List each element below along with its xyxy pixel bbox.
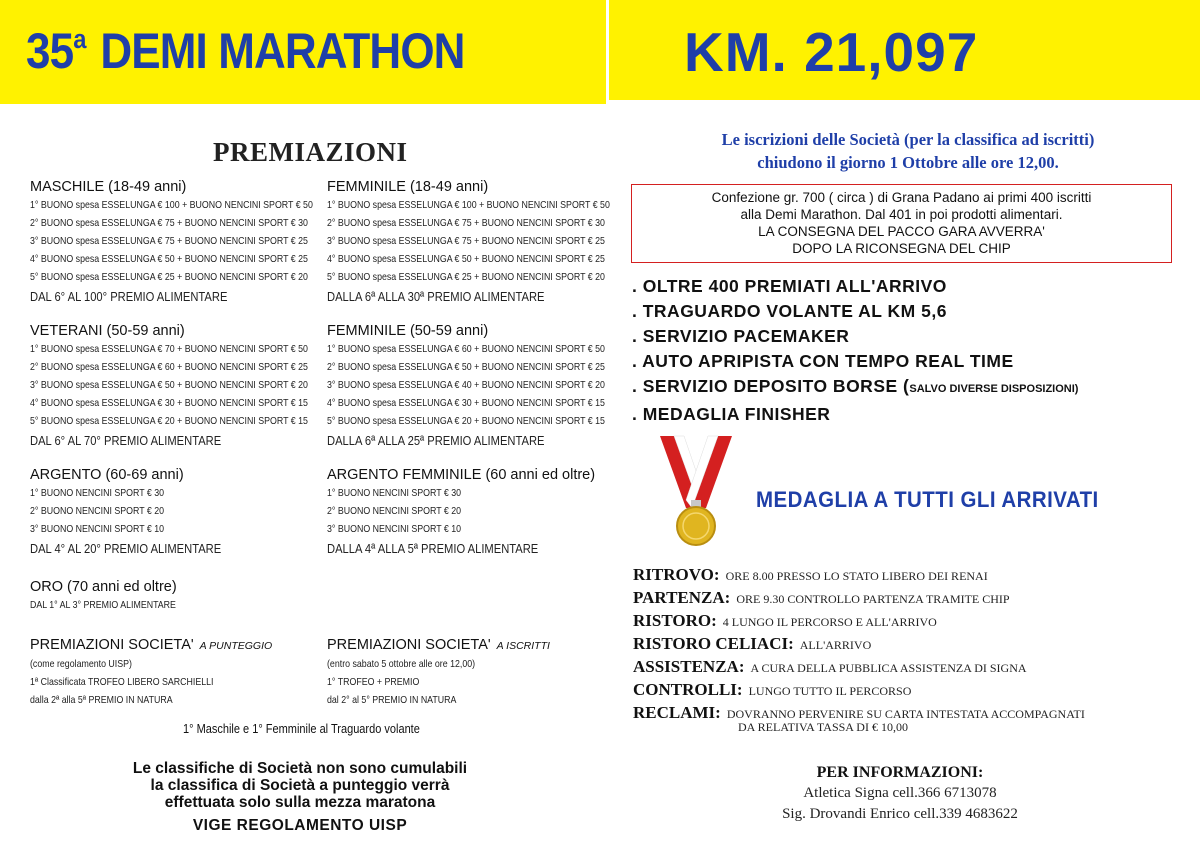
category-title: ARGENTO FEMMINILE (60 anni ed oltre)	[327, 467, 596, 483]
category-title: VETERANI (50-59 anni)	[30, 323, 185, 339]
feature-item: . SERVIZIO PACEMAKER	[632, 326, 850, 346]
category-final: DAL 1° AL 3° PREMIO ALIMENTARE	[30, 599, 176, 611]
category-oro	[30, 578, 320, 614]
category-final: DAL 6° AL 100° PREMIO ALIMENTARE	[30, 289, 228, 304]
prize-line: 2° BUONO spesa ESSELUNGA € 75 + BUONO NENCINI SPORT € 30	[30, 217, 308, 229]
prize-line: 3° BUONO NENCINI SPORT € 10	[30, 523, 165, 535]
contacts-title: PER INFORMAZIONI:	[816, 764, 984, 781]
feature-item: . AUTO APRIPISTA CON TEMPO REAL TIME	[632, 351, 1014, 371]
notice-line: Le classifiche di Società non sono cumulabili	[132, 760, 468, 777]
medaglia-title: MEDAGLIA A TUTTI GLI ARRIVATI	[756, 487, 1099, 512]
prize-line: 4° BUONO spesa ESSELUNGA € 30 + BUONO NENCINI SPORT € 15	[30, 397, 308, 409]
contact-line: Atletica Signa cell.366 6713078	[803, 785, 997, 801]
info-row: RISTORO: 4 LUNGO IL PERCORSO E ALL'ARRIVO	[633, 611, 937, 630]
societa-line: dal 2° al 5° PREMIO IN NATURA	[327, 694, 457, 706]
info-row: ASSISTENZA: A CURA DELLA PUBBLICA ASSISTENZA DI SIGNA	[633, 657, 1027, 676]
info-row-continuation: DA RELATIVA TASSA DI € 10,00	[738, 720, 908, 734]
premiazioni-title: PREMIAZIONI	[213, 137, 408, 167]
category-final: DAL 4° AL 20° PREMIO ALIMENTARE	[30, 541, 222, 556]
category-final: DALLA 4ª ALLA 5ª PREMIO ALIMENTARE	[327, 541, 539, 556]
notice-line: la classifica di Società a punteggio verrà	[150, 777, 450, 794]
societa-notice	[60, 760, 540, 834]
category-final: DAL 6° AL 70° PREMIO ALIMENTARE	[30, 433, 222, 448]
societa-line: 1° TROFEO + PREMIO	[327, 676, 420, 688]
prize-line: 3° BUONO spesa ESSELUNGA € 75 + BUONO NENCINI SPORT € 25	[30, 235, 308, 247]
category-argento-femminile	[327, 466, 617, 558]
feature-item: . MEDAGLIA FINISHER	[632, 404, 831, 424]
feature-note: SALVO DIVERSE DISPOSIZIONI)	[909, 383, 1079, 395]
prize-line: 1° BUONO spesa ESSELUNGA € 100 + BUONO NENCINI SPORT € 50	[30, 199, 313, 211]
category-femminile-50	[327, 322, 617, 450]
info-list	[633, 565, 1193, 735]
prize-line: 3° BUONO spesa ESSELUNGA € 50 + BUONO NENCINI SPORT € 20	[30, 379, 308, 391]
prize-line: 4° BUONO spesa ESSELUNGA € 50 + BUONO NENCINI SPORT € 25	[30, 253, 308, 265]
category-title: ARGENTO (60-69 anni)	[30, 467, 184, 483]
societa-title: PREMIAZIONI SOCIETA' A PUNTEGGIO	[30, 637, 273, 653]
category-maschile	[30, 178, 320, 306]
category-title: ORO (70 anni ed oltre)	[30, 579, 177, 595]
prize-line: 2° BUONO NENCINI SPORT € 20	[327, 505, 462, 517]
regolamento-line: VIGE REGOLAMENTO UISP	[192, 817, 408, 834]
contacts	[620, 763, 1180, 825]
contact-line: Sig. Drovandi Enrico cell.339 4683622	[782, 806, 1018, 822]
prize-line: 3° BUONO spesa ESSELUNGA € 75 + BUONO NENCINI SPORT € 25	[327, 235, 605, 247]
societa-punteggio	[30, 636, 320, 709]
info-row: PARTENZA: ORE 9.30 CONTROLLO PARTENZA TRAMITE CHIP	[633, 588, 1010, 607]
feature-item: . TRAGUARDO VOLANTE AL KM 5,6	[632, 301, 947, 321]
category-title: FEMMINILE (18-49 anni)	[327, 179, 489, 195]
societa-title: PREMIAZIONI SOCIETA' A ISCRITTI	[327, 637, 550, 653]
category-veterani	[30, 322, 320, 450]
info-row: RISTORO CELIACI: ALL'ARRIVO	[633, 634, 872, 653]
category-argento	[30, 466, 320, 558]
prize-line: 5° BUONO spesa ESSELUNGA € 25 + BUONO NENCINI SPORT € 20	[30, 271, 308, 283]
societa-line: (entro sabato 5 ottobre alle ore 12,00)	[327, 658, 476, 670]
box-line: DOPO LA RICONSEGNA DEL CHIP	[792, 241, 1011, 256]
notice-line: effettuata solo sulla mezza maratona	[164, 794, 436, 811]
prize-line: 3° BUONO spesa ESSELUNGA € 40 + BUONO NENCINI SPORT € 20	[327, 379, 605, 391]
prize-line: 2° BUONO spesa ESSELUNGA € 50 + BUONO NENCINI SPORT € 25	[327, 361, 605, 373]
feature-item: . OLTRE 400 PREMIATI ALL'ARRIVO	[632, 276, 947, 296]
features-list	[632, 274, 1078, 427]
box-line: alla Demi Marathon. Dal 401 in poi prodotti alimentari.	[740, 207, 1063, 222]
prize-line: 2° BUONO NENCINI SPORT € 20	[30, 505, 165, 517]
traguardo-volante-note: 1° Maschile e 1° Femminile al Traguardo volante	[183, 722, 420, 736]
category-title: FEMMINILE (50-59 anni)	[327, 323, 489, 339]
event-distance: KM. 21,097	[684, 21, 979, 83]
prize-line: 5° BUONO spesa ESSELUNGA € 20 + BUONO NENCINI SPORT € 15	[327, 415, 605, 427]
box-line: LA CONSEGNA DEL PACCO GARA AVVERRA'	[758, 224, 1045, 239]
societa-iscritti	[327, 636, 617, 709]
category-final: DALLA 6ª ALLA 30ª PREMIO ALIMENTARE	[327, 289, 545, 304]
societa-line: dalla 2ª alla 5ª PREMIO IN NATURA	[30, 694, 173, 706]
societa-line: 1ª Classificata TROFEO LIBERO SARCHIELLI	[30, 676, 214, 688]
prize-line: 3° BUONO NENCINI SPORT € 10	[327, 523, 462, 535]
iscrizioni-line: Le iscrizioni delle Società (per la classifica ad iscritti)	[721, 130, 1095, 149]
medal-icon	[656, 434, 736, 552]
prize-line: 4° BUONO spesa ESSELUNGA € 50 + BUONO NENCINI SPORT € 25	[327, 253, 605, 265]
category-final: DALLA 6ª ALLA 25ª PREMIO ALIMENTARE	[327, 433, 545, 448]
info-row: RECLAMI: DOVRANNO PERVENIRE SU CARTA INTESTATA ACCOMPAGNATI	[633, 703, 1085, 722]
prize-line: 2° BUONO spesa ESSELUNGA € 60 + BUONO NENCINI SPORT € 25	[30, 361, 308, 373]
prize-line: 1° BUONO spesa ESSELUNGA € 100 + BUONO NENCINI SPORT € 50	[327, 199, 610, 211]
pacco-gara-box	[631, 184, 1172, 263]
prize-line: 1° BUONO NENCINI SPORT € 30	[327, 487, 462, 499]
societa-line: (come regolamento UISP)	[30, 658, 132, 670]
iscrizioni-line: chiudono il giorno 1 Ottobre alle ore 12,00.	[757, 153, 1059, 172]
prize-line: 5° BUONO spesa ESSELUNGA € 20 + BUONO NENCINI SPORT € 15	[30, 415, 308, 427]
prize-line: 4° BUONO spesa ESSELUNGA € 30 + BUONO NENCINI SPORT € 15	[327, 397, 605, 409]
prize-line: 1° BUONO NENCINI SPORT € 30	[30, 487, 165, 499]
event-title: 35$^a$ DEMI MARATHON	[26, 23, 465, 79]
feature-item-deposito: . SERVIZIO DEPOSITO BORSE (SALVO DIVERSE DISPOSIZIONI)	[632, 376, 1079, 396]
prize-line: 5° BUONO spesa ESSELUNGA € 25 + BUONO NENCINI SPORT € 20	[327, 271, 605, 283]
prize-line: 2° BUONO spesa ESSELUNGA € 75 + BUONO NENCINI SPORT € 30	[327, 217, 605, 229]
category-title: MASCHILE (18-49 anni)	[30, 179, 187, 195]
category-femminile	[327, 178, 617, 306]
box-line: Confezione gr. 700 ( circa ) di Grana Padano ai primi 400 iscritti	[711, 190, 1092, 205]
iscrizioni-info	[618, 128, 1198, 174]
prize-line: 1° BUONO spesa ESSELUNGA € 70 + BUONO NENCINI SPORT € 50	[30, 343, 308, 355]
info-row: CONTROLLI: LUNGO TUTTO IL PERCORSO	[633, 680, 912, 699]
info-row: RITROVO: ORE 8.00 PRESSO LO STATO LIBERO DEI RENAI	[633, 565, 988, 584]
prize-line: 1° BUONO spesa ESSELUNGA € 60 + BUONO NENCINI SPORT € 50	[327, 343, 605, 355]
